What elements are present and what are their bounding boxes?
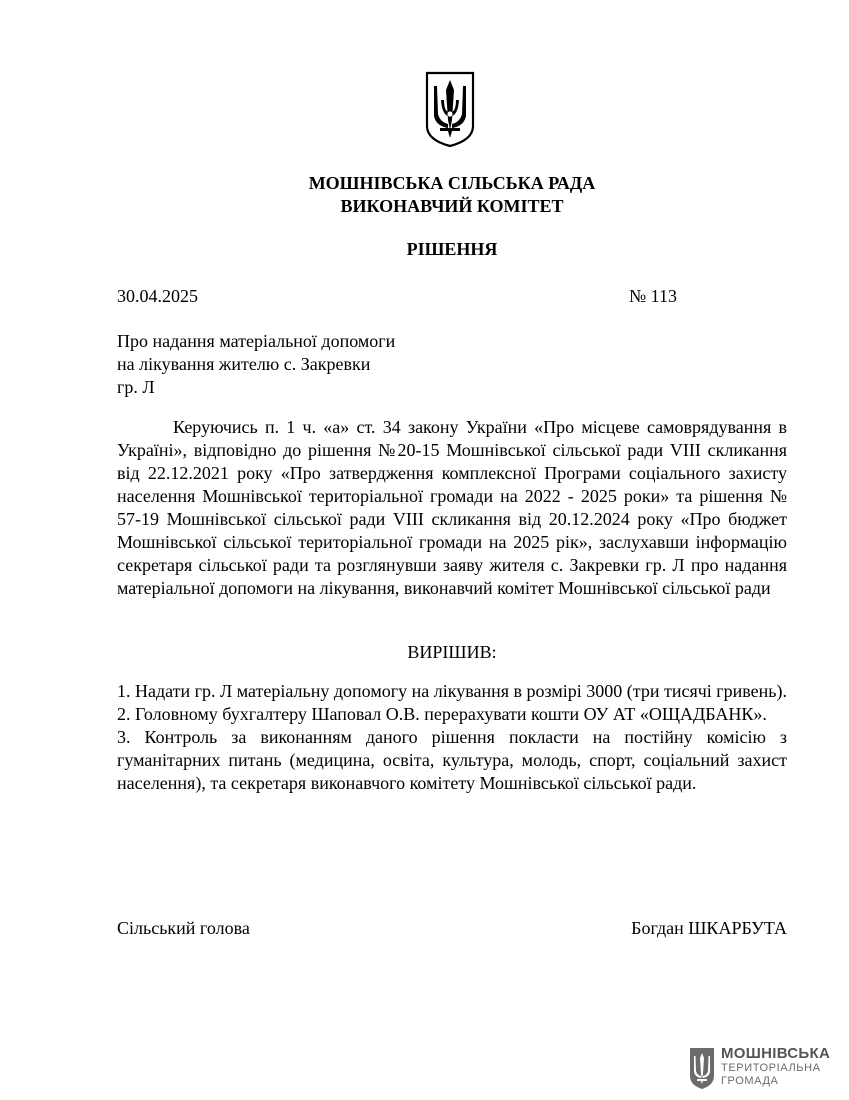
- signature-block: [117, 917, 787, 940]
- resolved-heading: ВИРІШИВ:: [407, 642, 497, 662]
- preamble-paragraph: Керуючись п. 1 ч. «а» ст. 34 закону України «Про місцеве самоврядування в Україні», відповідно до рішення №20-15 Мошнівської сільської ради VIII скликання від 22.12.2021 року «Про затвердження комплексної Програми соціального захисту населення Мошнівської територіальної громади на 2022 - 2025 роки» та рішення № 57-19 Мошнівської сільської ради VIII скликання від 20.12.2024 року «Про бюджет Мошнівської сільської територіальної громади на 2025 рік», заслухавши інформацію секретаря сільської ради та розглянувши заяву жителя с. Закревки гр. Л про надання матеріальної допомоги на лікування, виконавчий комітет Мошнівської сільської ради: [117, 417, 787, 598]
- decision-items: [117, 680, 787, 795]
- brand-subtitle-1: ТЕРИТОРІАЛЬНА: [721, 1062, 821, 1074]
- decision-item: 1. Надати гр. Л матеріальну допомогу на лікування в розмірі 3000 (три тисячі гривень).: [117, 681, 788, 701]
- decision-item: 3. Контроль за виконанням даного рішення покласти на постійну комісію з гуманітарних питань (медицина, освіта, культура, молодь, спорт, соціальний захист населення), та секретаря виконавчого комітету Мошнівської сільської ради.: [117, 727, 787, 793]
- decision-date: 30.04.2025: [117, 286, 198, 306]
- committee-title: ВИКОНАВЧИЙ КОМІТЕТ: [340, 196, 564, 216]
- brand-name: МОШНІВСЬКА: [721, 1045, 831, 1062]
- brand-text: [721, 1046, 830, 1088]
- decision-item: 2. Головному бухгалтеру Шаповал О.В. перерахувати кошти ОУ АТ «ОЩАДБАНК».: [117, 704, 767, 724]
- organization-title: МОШНІВСЬКА СІЛЬСЬКА РАДА: [308, 173, 596, 193]
- trident-logo-icon: [688, 1046, 716, 1090]
- subject-line: на лікування жителю с. Закревки: [117, 354, 371, 374]
- decision-number: № 113: [628, 286, 677, 306]
- brand-subtitle-2: ГРОМАДА: [721, 1075, 779, 1087]
- document-type: РІШЕННЯ: [406, 239, 498, 259]
- coat-of-arms-icon: [424, 70, 476, 148]
- subject-line: Про надання матеріальної допомоги: [117, 331, 396, 351]
- signatory-name: Богдан ШКАРБУТА: [631, 918, 787, 938]
- decision-subject: [117, 330, 517, 399]
- community-logo: [688, 1046, 838, 1092]
- signatory-title: Сільський голова: [117, 918, 250, 938]
- subject-line: гр. Л: [117, 377, 155, 397]
- date-number-row: [117, 285, 677, 308]
